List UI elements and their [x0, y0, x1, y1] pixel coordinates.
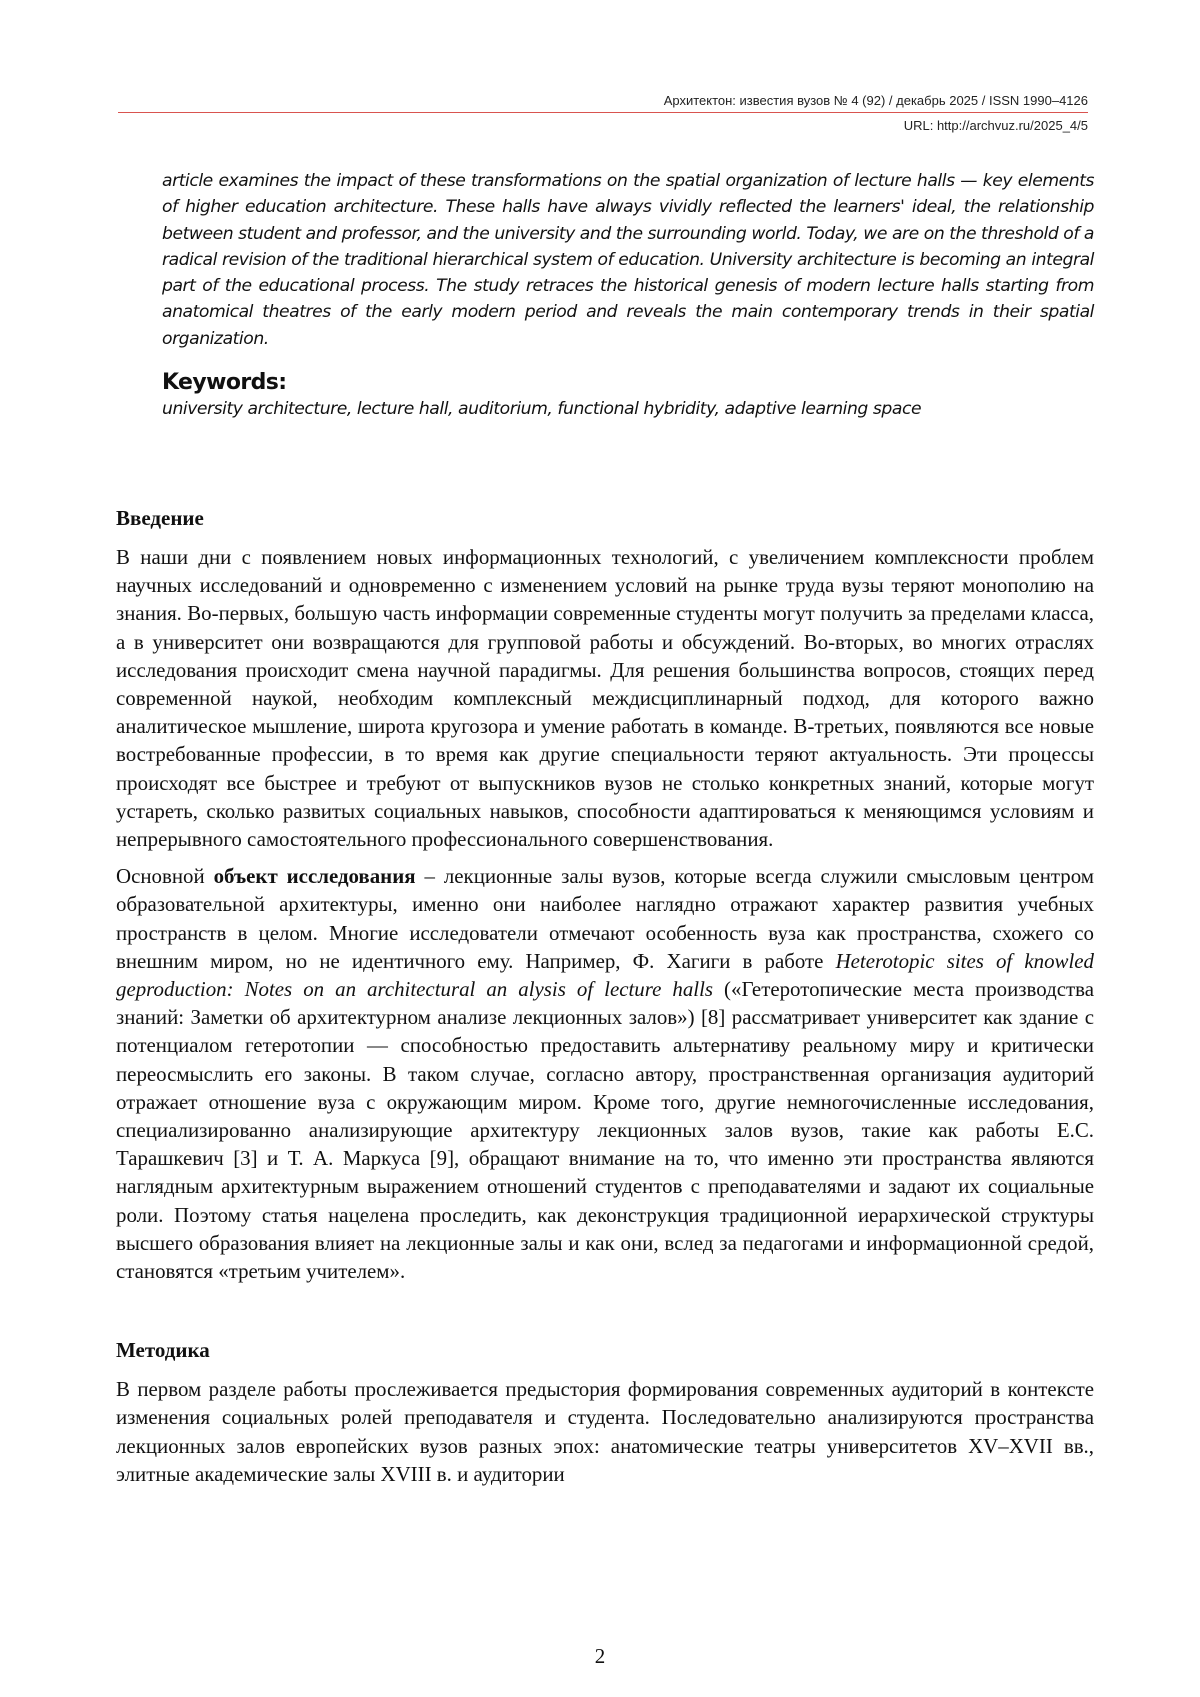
research-object-term: объект исследования [213, 864, 416, 889]
introduction-title: Введение [116, 506, 204, 530]
methods-paragraph-1: В первом разделе работы прослеживается предыстория формирования современных аудиторий в контексте изменения социальных ролей преподавателя и студента. Последовательно анализируются пространства лекционных залов европейских вузов разных эпох: анатомические театры университетов XV–XVII вв., элитные академические залы XVIII в. и аудитории [116, 1377, 1094, 1486]
p2-end: («Гетеротопические места производства знаний: Заметки об архитектурном анализе лекционных залов») [8] рассматривает университет как здание с потенциалом гетеротопии — способностью предоставить альтернативу реальному миру и критически переосмыслить его законы. В таком случае, согласно автору, пространственная организация аудиторий отражает отношение вуза с окружающим миром. Кроме того, другие немногочисленные исследования, специализированно анализирующие архитектуру лекционных залов вузов, такие как работы Е.С. Тарашкевич [3] и Т. А. Маркуса [9], обращают внимание на то, что именно эти пространства являются наглядным архитектурным выражением отношений студентов с преподавателями и задают их социальные роли. Поэтому статья нацелена проследить, как деконструкция традиционной иерархической структуры высшего образования влияет на лекционные залы и как они, вслед за педагогами и информационной средой, становятся «третьим учителем». [116, 977, 1094, 1284]
page-number: 2 [594, 1644, 606, 1668]
p2-mid: – лекционные залы вузов, которые всегда служили смысловым центром образовательной архитектуры, именно они наиболее наглядно отражают характер развития учебных пространств в целом. Многие исследователи отмечают особенность вуза как пространства, схожего со внешним миром, но не идентичного ему. Например, Ф. Хагиги в работе [116, 864, 1094, 973]
keywords-text: university architecture, lecture hall, auditorium, functional hybridity, adaptive learning space [162, 399, 922, 420]
methods-title: Методика [116, 1338, 210, 1363]
journal-citation: Архитектон: известия вузов № 4 (92) / декабрь 2025 / ISSN 1990–4126 [663, 93, 1088, 108]
article-body [116, 506, 1094, 1497]
cited-work-title: Heterotopic sites of knowled geproduction: Notes on an architectural an alysis of lecture halls [116, 948, 1094, 1002]
p2-start: Основной [116, 864, 214, 889]
section-spacer [116, 1294, 1094, 1338]
running-header [118, 92, 1088, 135]
introduction-paragraph-1: В наши дни с появлением новых информационных технологий, с увеличением комплексности проблем научных исследований и одновременно с изменением условий на рынке труда вузы теряют монополию на знания. Во-первых, большую часть информации современные студенты могут получить за пределами класса, а в университет они возвращаются для групповой работы и обсуждений. Во-вторых, во многих отраслях исследования происходит смена научной парадигмы. Для решения большинства вопросов, стоящих перед современной наукой, необходим комплексный междисциплинарный подход, для которого важно аналитическое мышление, широта кругозора и умение работать в команде. В-третьих, появляются все новые востребованные профессии, в то время как другие специальности теряют актуальность. Эти процессы происходят все быстрее и требуют от выпускников вузов не столько конкретных знаний, которые могут устареть, сколько развитых социальных навыков, способности адаптироваться к меняющимся условиям и непрерывного самостоятельного профессионального совершенствования. [116, 545, 1094, 852]
introduction-paragraph-2 [116, 862, 1094, 1285]
abstract-text: article examines the impact of these transformations on the spatial organization of lecture halls — key elements of higher education architecture. These halls have always vividly reflected the learners' ideal, the relationship between student and professor, and the university and the surrounding world. Today, we are on the threshold of a radical revision of the traditional hierarchical system of education. University architecture is becoming an integral part of the educational process. The study retraces the historical genesis of modern lecture halls starting from anatomical theatres of the early modern period and reveals the main contemporary trends in their spatial organization. [162, 171, 1094, 349]
keywords-heading: Keywords: [162, 370, 287, 396]
header-rule [118, 112, 1088, 113]
article-url: URL: http://archvuz.ru/2025_4/5 [903, 118, 1088, 133]
abstract-block [162, 168, 1094, 419]
